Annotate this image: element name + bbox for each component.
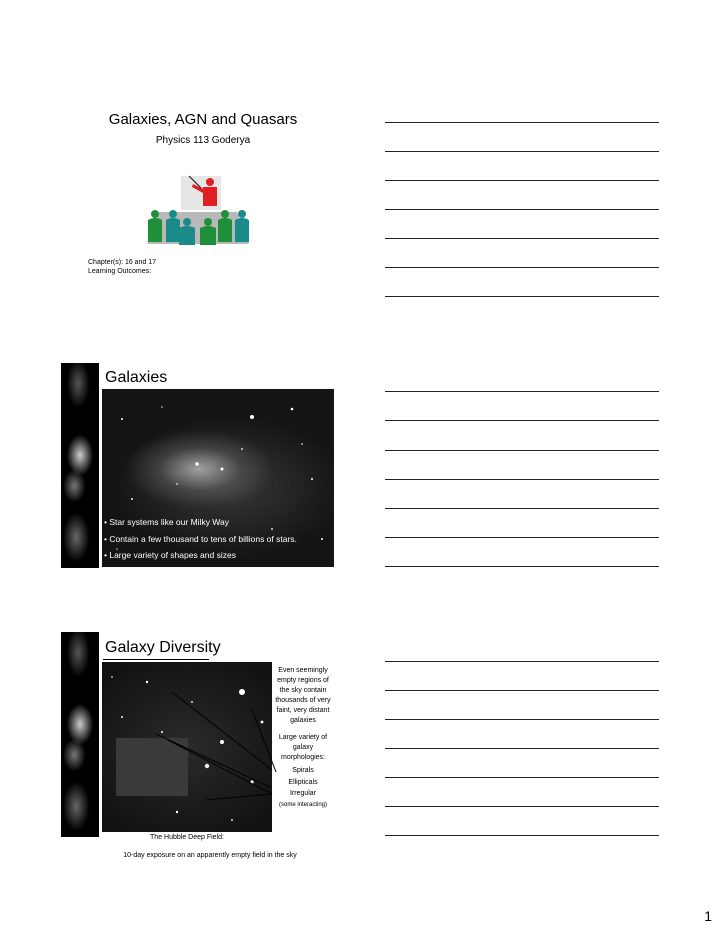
label-interacting: (some interacting) [278,802,328,808]
note-line [385,122,659,123]
note-line [385,209,659,210]
note-line [385,661,659,662]
morphologies-text: Large variety of galaxy morphologies: [278,734,328,761]
note-line [385,806,659,807]
learning-outcomes-text: Learning Outcomes: [88,268,152,275]
label-irregular: Irregular [289,790,317,797]
page-number: 1 [704,908,712,924]
note-line [385,748,659,749]
label-ellipticals: Ellipticals [288,779,318,786]
presenter-and-audience-icon [145,170,251,246]
photo-caption-title: The Hubble Deep Field: [150,834,224,841]
note-line [385,420,659,421]
slide3-title: Galaxy Diversity [105,639,221,656]
label-spirals: Spirals [292,767,314,774]
slide2-title: Galaxies [105,369,168,386]
chapters-text: Chapter(s): 16 and 17 [88,259,157,266]
note-line [385,391,659,392]
note-line [385,690,659,691]
photo-caption-detail: 10-day exposure on an apparently empty field in the sky [123,852,297,859]
title-underline [103,659,209,660]
note-line [385,267,659,268]
note-line [385,450,659,451]
note-line [385,151,659,152]
note-line [385,719,659,720]
callout-lines [102,662,282,842]
note-line [385,296,659,297]
note-line [385,777,659,778]
decorative-galaxy-strip [61,363,99,568]
note-line [385,566,659,567]
bullet-item: • Contain a few thousand to tens of billions of stars. [104,534,297,544]
note-line [385,508,659,509]
note-line [385,479,659,480]
note-line [385,835,659,836]
note-line [385,537,659,538]
bullet-item: • Star systems like our Milky Way [104,517,229,527]
decorative-galaxy-strip [61,632,99,837]
slide1-title: Galaxies, AGN and Quasars [108,111,298,128]
bullet-item: • Large variety of shapes and sizes [104,550,236,560]
slide1-subtitle: Physics 113 Goderya [155,135,251,146]
deep-field-description: Even seemingly empty regions of the sky contain thousands of very faint, very distant galaxies [275,667,331,724]
slide1-meta [88,258,156,276]
note-line [385,180,659,181]
note-line [385,238,659,239]
